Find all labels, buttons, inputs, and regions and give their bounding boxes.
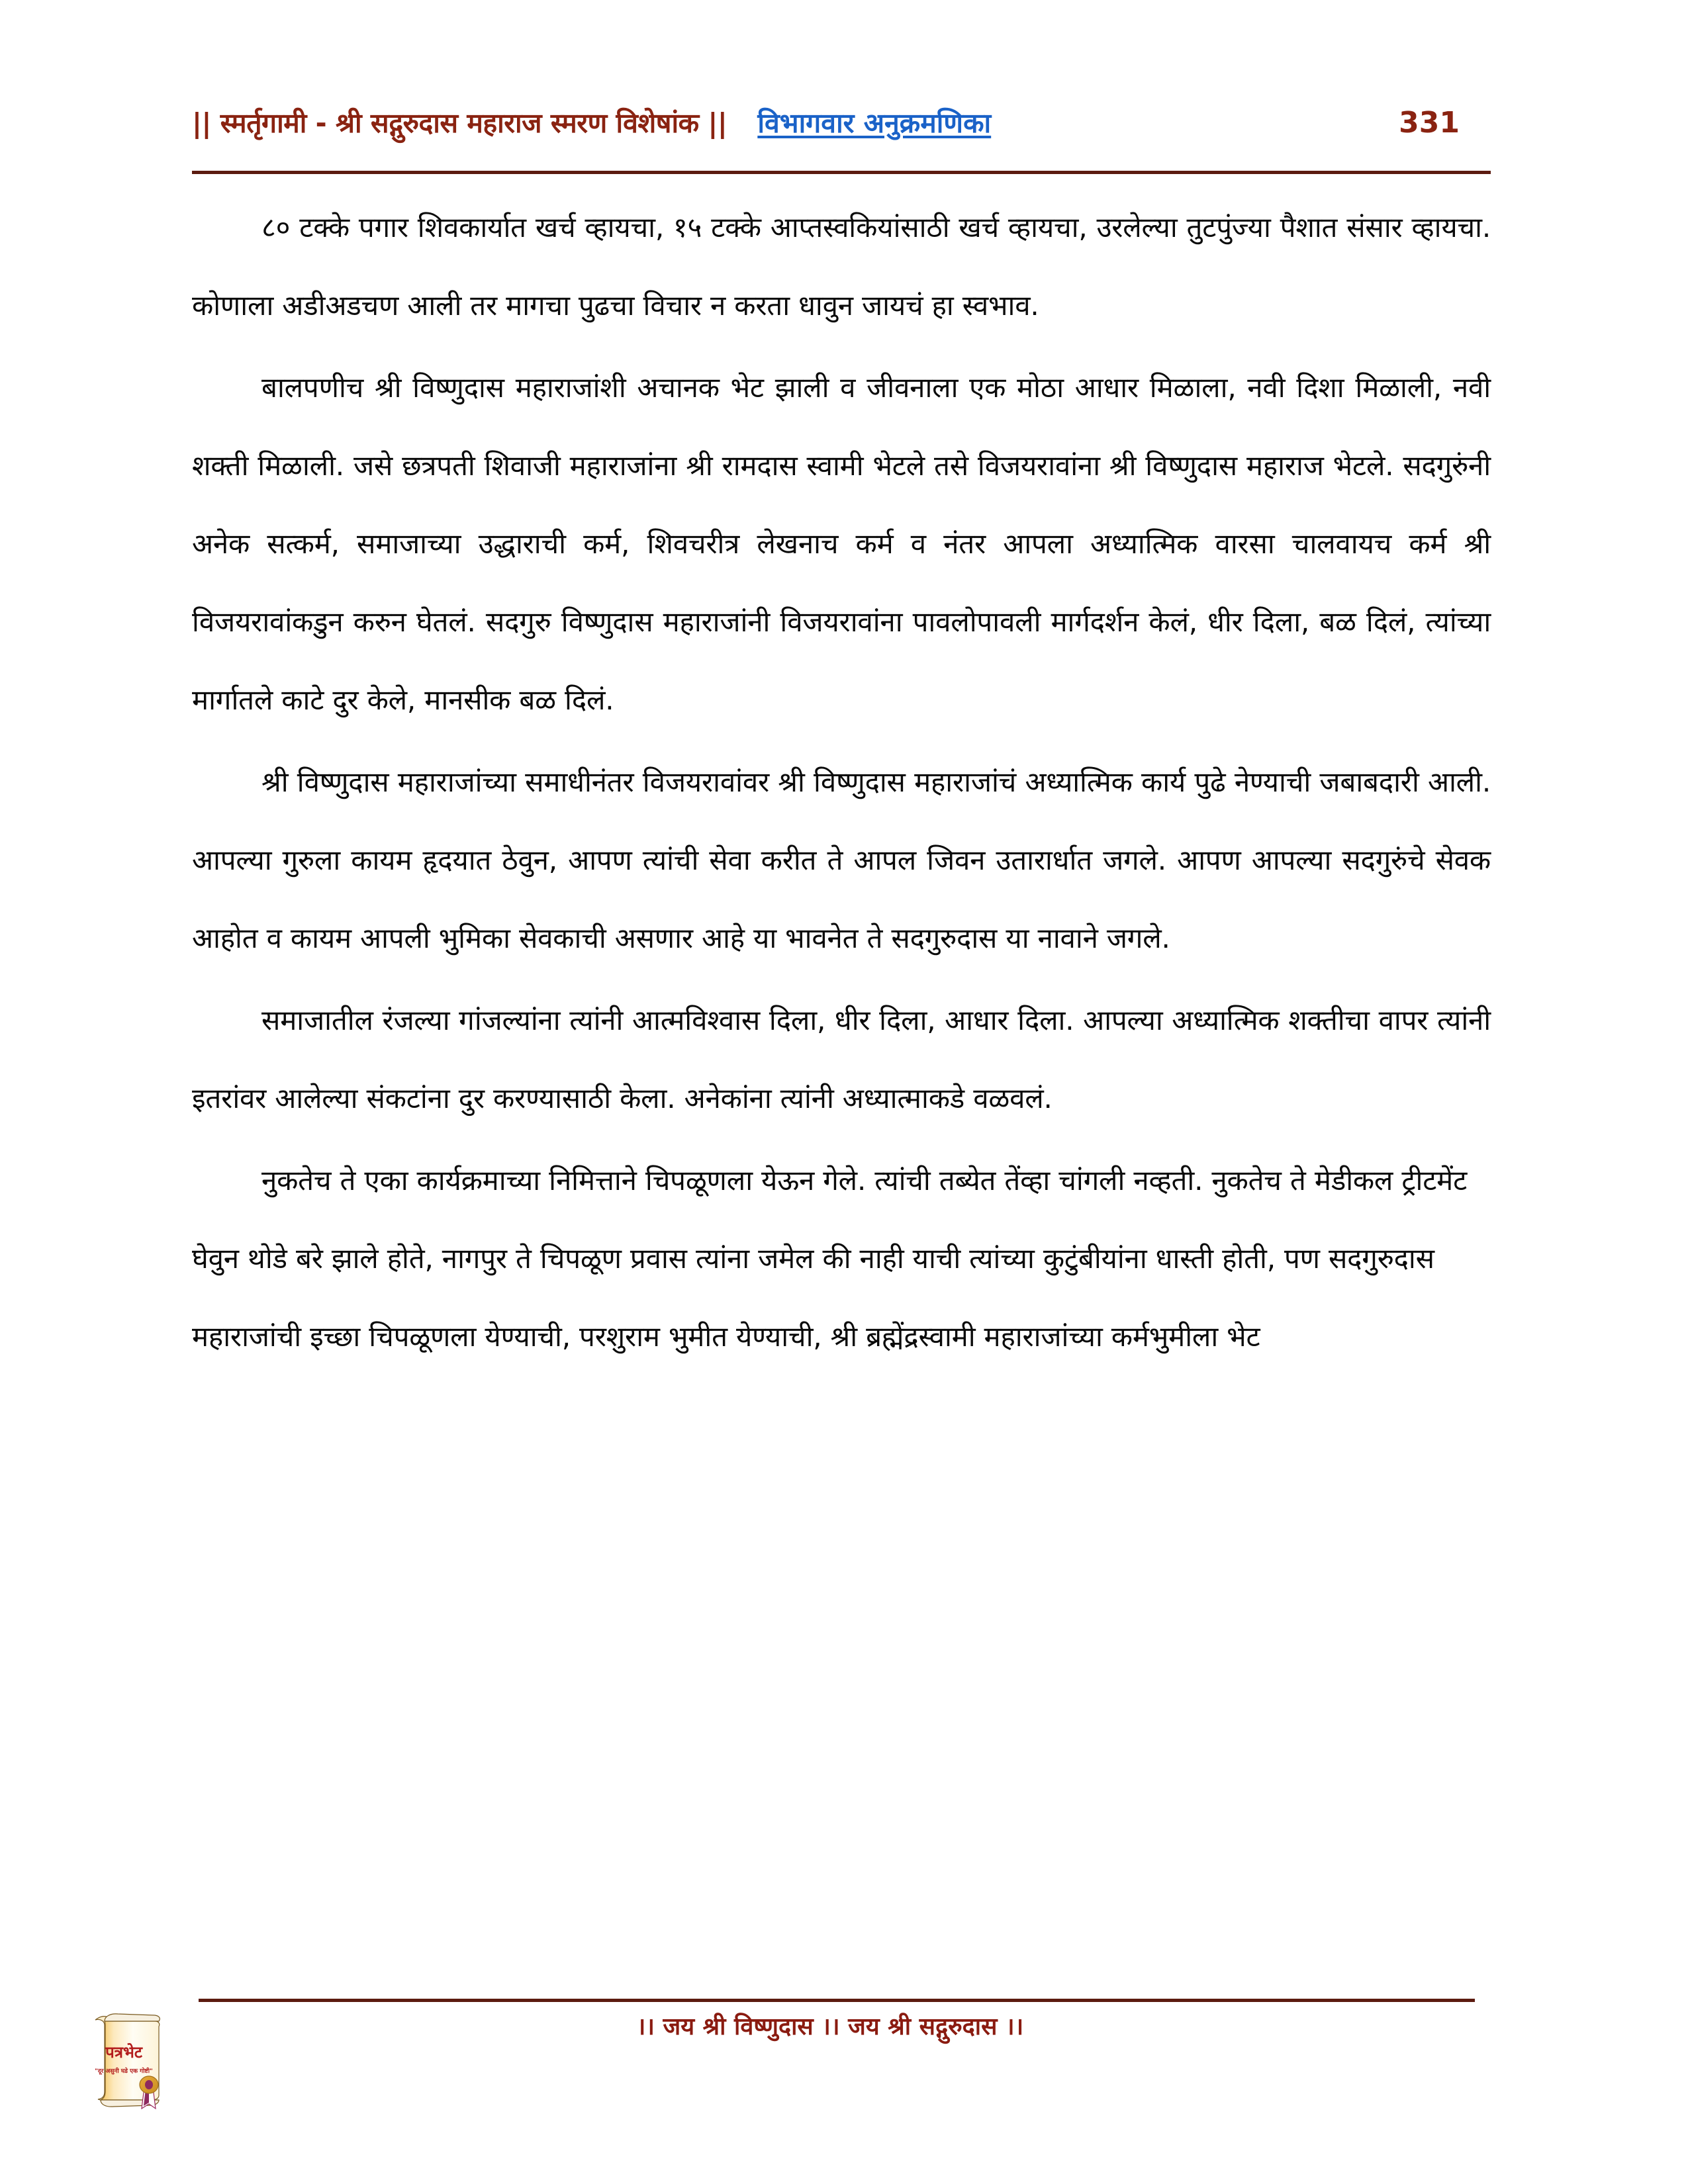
- header-divider: [192, 171, 1491, 174]
- footer-divider: [199, 1999, 1475, 2002]
- page-header: [192, 93, 1496, 152]
- logo-tagline: "दूर असुनी घडे एक गोष्टी": [95, 2068, 153, 2075]
- index-link[interactable]: विभागवार अनुक्रमणिका: [757, 107, 992, 139]
- scroll-icon: [81, 2005, 167, 2111]
- footer-invocation: ।। जय श्री विष्णुदास ।। जय श्री सद्गुरुदास ।।: [636, 2013, 1024, 2040]
- paragraph: बालपणीच श्री विष्णुदास महाराजांशी अचानक भेट झाली व जीवनाला एक मोठा आधार मिळाला, नवी दिशा मिळाली, नवी शक्ती मिळाली. जसे छत्रपती शिवाजी महाराजांना श्री रामदास स्वामी भेटले तसे विजयरावांना श्री विष्णुदास महाराज भेटले. सदगुरुंनी अनेक सत्कर्म, समाजाच्या उद्धाराची कर्म, शिवचरीत्र लेखनाच कर्म व नंतर आपला अध्यात्मिक वारसा चालवायच कर्म श्री विजयरावांकडुन करुन घेतलं. सदगुरु विष्णुदास महाराजांनी विजयरावांना पावलोपावली मार्गदर्शन केलं, धीर दिला, बळ दिलं, त्यांच्या मार्गातले काटे दुर केले, मानसीक बळ दिलं.: [192, 371, 1491, 716]
- logo-name: पत्रभेट: [105, 2043, 142, 2062]
- header-title: || स्मर्तृगामी - श्री सद्गुरुदास महाराज स्मरण विशेषांक ||: [192, 107, 727, 139]
- paragraph: समाजातील रंजल्या गांजल्यांना त्यांनी आत्मविश्वास दिला, धीर दिला, आधार दिला. आपल्या अध्यात्मिक शक्तीचा वापर त्यांनी इतरांवर आलेल्या संकटांना दुर करण्यासाठी केला. अनेकांना त्यांनी अध्यात्माकडे वळवलं.: [192, 1004, 1491, 1115]
- paragraph: श्री विष्णुदास महाराजांच्या समाधीनंतर विजयरावांवर श्री विष्णुदास महाराजांचं अध्यात्मिक कार्य पुढे नेण्याची जबाबदारी आली. आपल्या गुरुला कायम हृदयात ठेवुन, आपण त्यांची सेवा करीत ते आपल जिवन उतारार्धात जगले. आपण आपल्या सदगुरुंचे सेवक आहोत व कायम आपली भुमिका सेवकाची असणार आहे या भावनेत ते सदगुरुदास या नावाने जगले.: [192, 766, 1491, 954]
- patrabhet-scroll-logo: [81, 2005, 167, 2111]
- page-content: [192, 189, 1491, 1380]
- paragraph: नुकतेच ते एका कार्यक्रमाच्या निमित्ताने चिपळूणला येऊन गेले. त्यांची तब्येत तेंव्हा चांगली नव्हती. नुकतेच ते मेडीकल ट्रीटमेंट घेवुन थोडे बरे झाले होते, नागपुर ते चिपळूण प्रवास त्यांना जमेल की नाही याची त्यांच्या कुटुंबीयांना धास्ती होती, पण सदगुरुदास महाराजांची इच्छा चिपळूणला येण्याची, परशुराम भुमीत येण्याची, श्री ब्रह्मेंद्रस्वामी महाराजांच्या कर्मभुमीला भेट: [192, 1164, 1468, 1353]
- page-number: 331: [1399, 105, 1460, 140]
- paragraph: ८० टक्के पगार शिवकार्यात खर्च व्हायचा, १५ टक्के आप्तस्वकियांसाठी खर्च व्हायचा, उरलेल्या तुटपुंज्या पैशात संसार व्हायचा. कोणाला अडीअडचण आली तर मागचा पुढचा विचार न करता धावुन जायचं हा स्वभाव.: [192, 211, 1491, 322]
